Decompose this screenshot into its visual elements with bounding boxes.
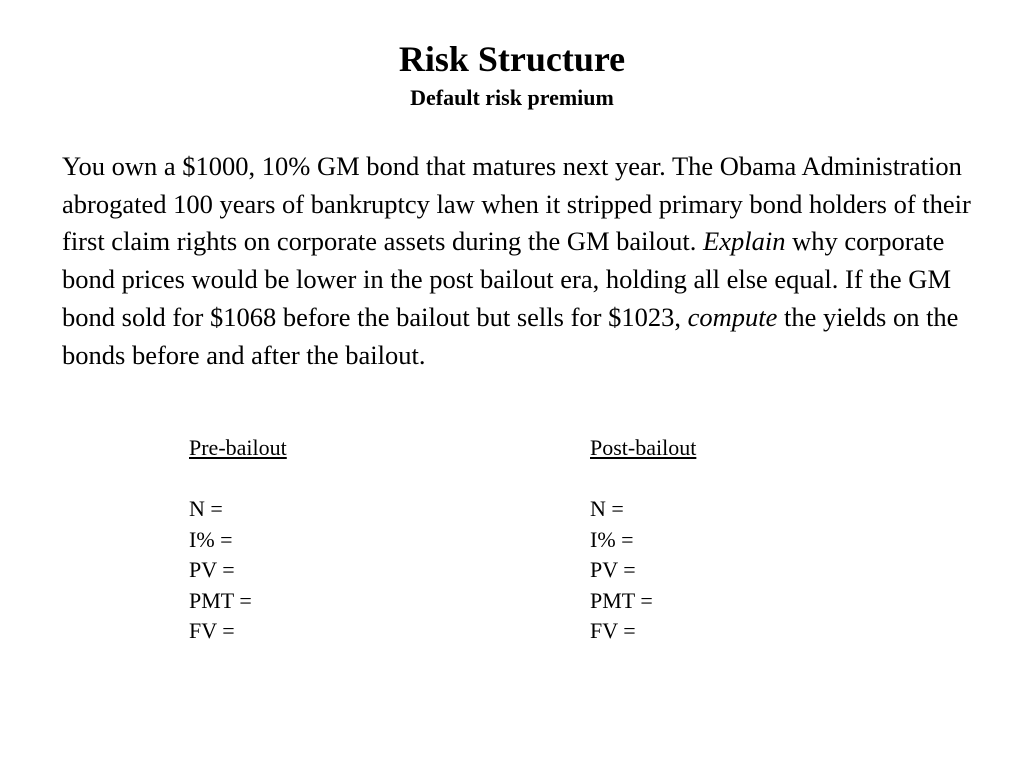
pre-bailout-pv-field: PV = bbox=[189, 557, 235, 582]
emphasis-compute: compute bbox=[687, 301, 778, 332]
post-bailout-pmt-field: PMT = bbox=[590, 587, 653, 613]
post-bailout-i-field: I% = bbox=[590, 526, 634, 552]
slide-title: Risk Structure bbox=[398, 39, 626, 79]
problem-text-part-3: the yields on the bonds before and after the bailout. bbox=[62, 301, 959, 370]
post-bailout-fv-field: FV = bbox=[590, 618, 636, 643]
pre-bailout-n-field: N = bbox=[189, 496, 223, 521]
pre-bailout-i-field: I% = bbox=[189, 526, 233, 552]
pre-bailout-heading: Pre-bailout bbox=[189, 435, 287, 460]
problem-text-part-2: why corporate bond prices would be lower in the post bailout era, holding all else equal. If the GM bond sold for $1068 before the bailout but sells for $1023, bbox=[62, 226, 952, 332]
problem-text-part-1: You own a $1000, 10% GM bond that matures next year. The Obama Administration abrogated 100 years of bankruptcy law when it stripped primary bond holders of their first claim rights on corporate assets during the GM bailout. bbox=[62, 151, 971, 257]
post-bailout-pv-field: PV = bbox=[590, 557, 636, 582]
slide-subtitle: Default risk premium bbox=[410, 85, 614, 110]
emphasis-explain: Explain bbox=[703, 226, 786, 257]
post-bailout-heading: Post-bailout bbox=[590, 435, 697, 460]
pre-bailout-pmt-field: PMT = bbox=[189, 587, 252, 613]
post-bailout-n-field: N = bbox=[590, 496, 624, 521]
post-bailout-column bbox=[590, 433, 696, 647]
problem-statement bbox=[62, 148, 982, 374]
pre-bailout-column bbox=[189, 433, 287, 647]
spacer bbox=[189, 464, 287, 495]
spacer bbox=[590, 464, 696, 495]
pre-bailout-fv-field: FV = bbox=[189, 618, 235, 643]
